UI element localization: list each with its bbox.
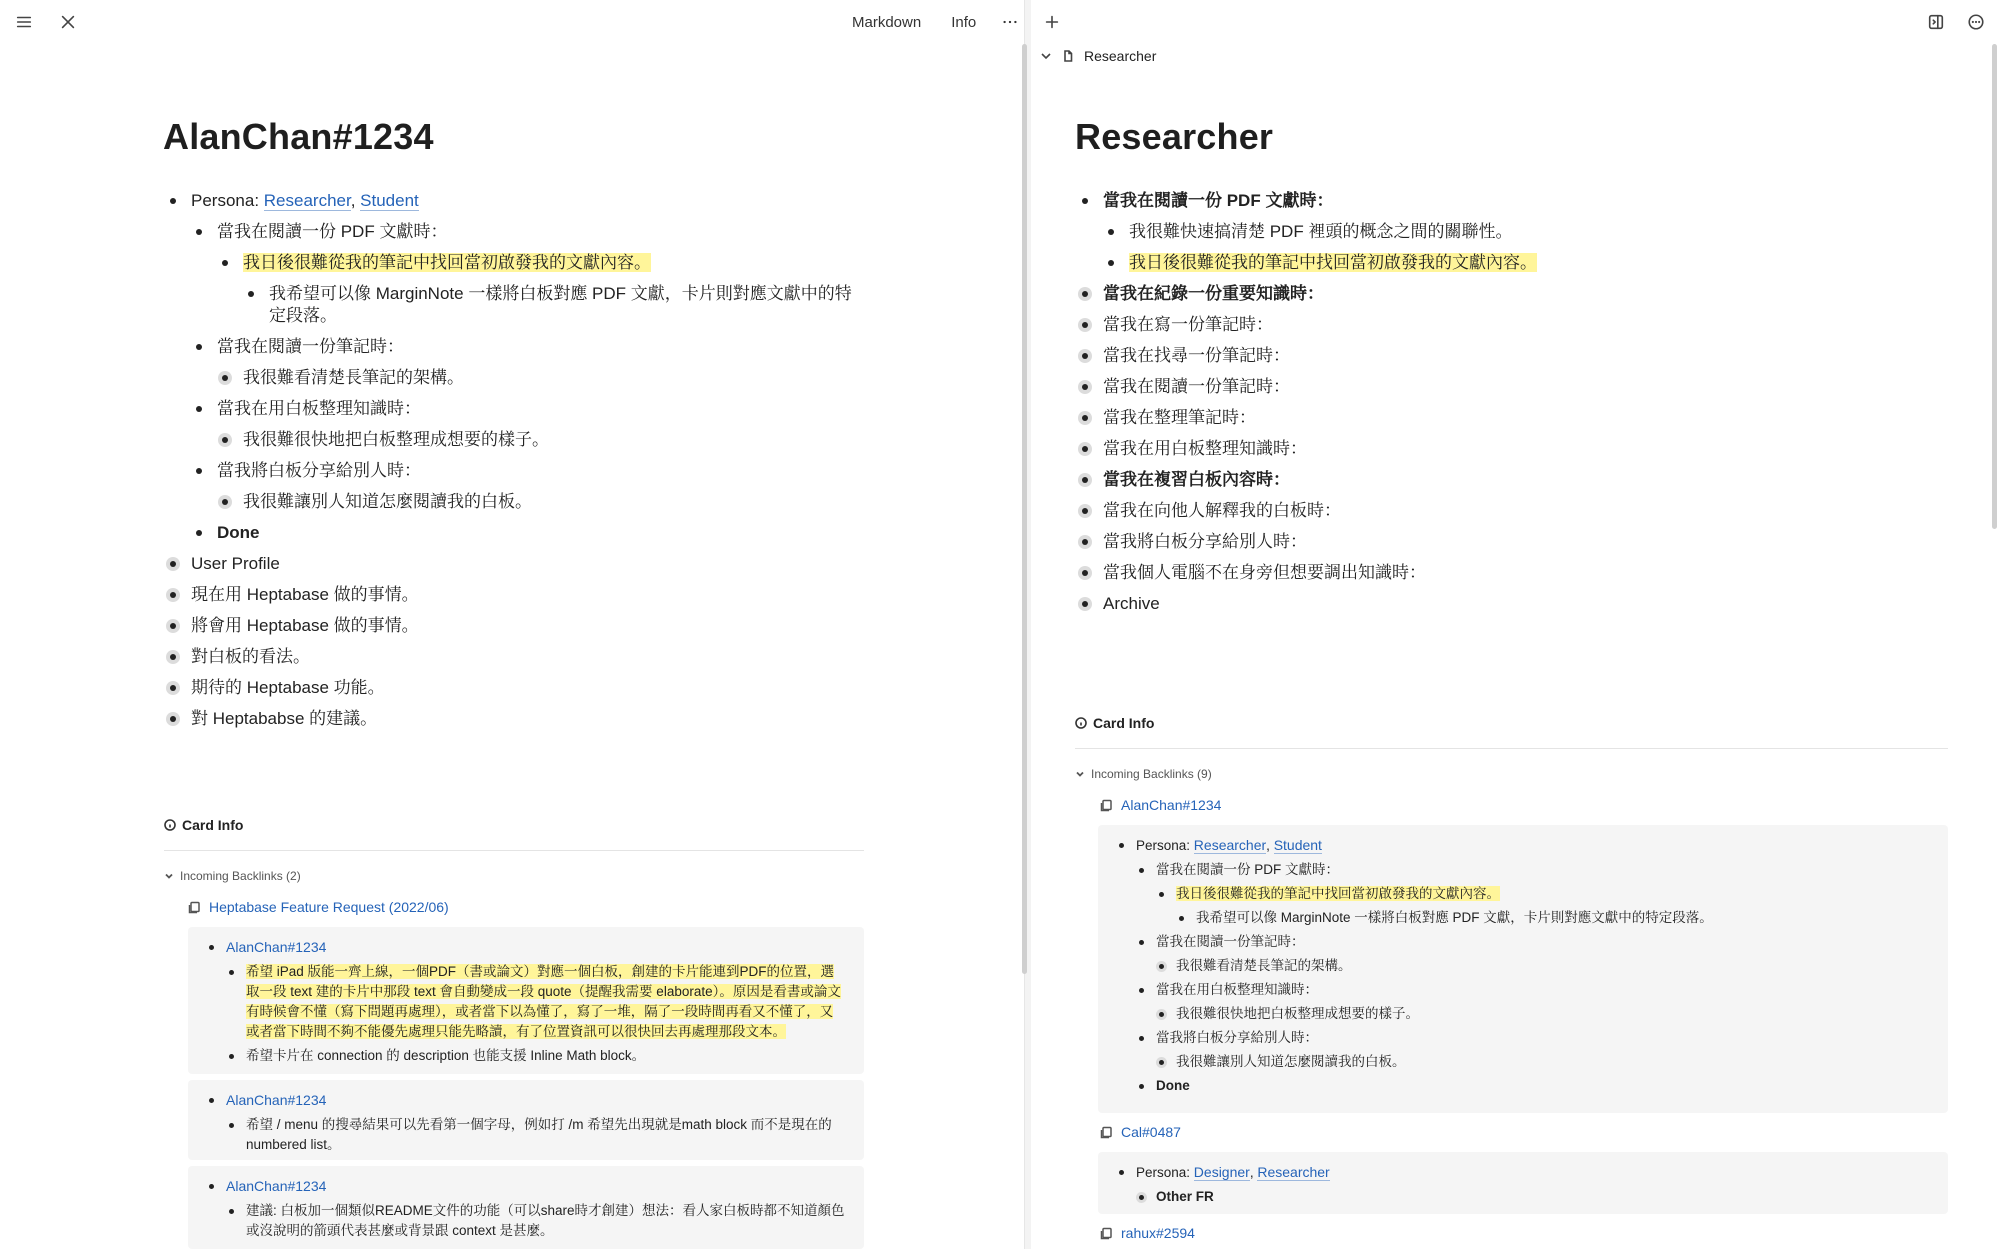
list-item[interactable]: 當我在閱讀一份 PDF 文獻時： <box>191 217 855 248</box>
collapsed-bullet-icon[interactable] <box>217 491 243 513</box>
backlink-card <box>1098 825 1948 1113</box>
right-outline <box>1077 186 1777 620</box>
list-item[interactable]: 當我在寫一份筆記時： <box>1077 310 1777 341</box>
list-item[interactable]: User Profile <box>165 549 855 580</box>
list-item[interactable]: 當我將白板分享給別人時： <box>191 456 855 487</box>
bullet-icon[interactable] <box>191 522 217 544</box>
list-item[interactable]: 建議: 白板加一個類似README文件的功能（可以share時才創建）想法：看人家白板時都不知道顏色或沒說明的箭頭代表甚麼或背景跟 context 是甚麼。 <box>226 1199 846 1243</box>
list-item[interactable] <box>206 935 846 960</box>
right-incoming-backlinks-toggle[interactable]: Incoming Backlinks (9) <box>1075 767 1212 781</box>
highlight-text: 希望 iPad 版能一齊上線，一個PDF（書或論文）對應一個白板，創建的卡片能連到PDF的位置，選取一段 text 建的卡片中那段 text 會自動變成一段 quote（提醒我需要 elaborate）。原因是看書或論文有時候會不懂（寫下問題再處理），或者當下以為懂了，寫了一堆，隔了一段時間再看又不懂了，又或者當下時間不夠不能優先處理只能先略讀，有了位置資訊可以很快回去再處理那段文本。 <box>246 964 841 1039</box>
collapsed-bullet-icon[interactable] <box>1077 438 1103 460</box>
collapsed-bullet-icon[interactable] <box>165 615 191 637</box>
highlight-text: 我日後很難從我的筆記中找回當初啟發我的文獻內容。 <box>1176 886 1500 901</box>
list-item[interactable]: 我很難讓別人知道怎麼閱讀我的白板。 <box>217 487 855 518</box>
info-button[interactable]: Info <box>951 13 977 31</box>
bullet-icon[interactable] <box>1103 221 1129 243</box>
list-item[interactable]: 當我在閱讀一份 PDF 文獻時： <box>1136 858 1930 882</box>
collapsed-bullet-icon[interactable] <box>1077 562 1103 584</box>
card-link[interactable]: AlanChan#1234 <box>226 1092 327 1108</box>
left-scrollbar[interactable] <box>1022 44 1027 974</box>
bullet-icon[interactable] <box>191 336 217 358</box>
right-card-info-header: Card Info <box>1075 715 1154 731</box>
list-item[interactable] <box>1156 882 1930 906</box>
collapsed-bullet-icon[interactable] <box>1077 500 1103 522</box>
list-item[interactable]: 對 Heptababse 的建議。 <box>165 704 855 735</box>
divider <box>164 850 864 851</box>
plus-icon[interactable] <box>1036 6 1068 38</box>
list-item[interactable]: 希望 / menu 的搜尋結果可以先看第一個字母，例如打 /m 希望先出現就是math block 而不是現在的 numbered list。 <box>226 1113 846 1157</box>
list-item[interactable] <box>1103 248 1777 279</box>
card-icon <box>188 901 201 914</box>
collapsed-bullet-icon[interactable] <box>1077 283 1103 305</box>
list-item[interactable] <box>206 1174 846 1199</box>
list-item[interactable] <box>226 960 846 1044</box>
card-info-header: Card Info <box>164 817 243 833</box>
list-item[interactable]: 我很難很快地把白板整理成想要的樣子。 <box>217 425 855 456</box>
info-icon <box>1075 717 1087 729</box>
list-item[interactable]: Persona: Designer, Researcher <box>1116 1160 1930 1185</box>
info-icon <box>164 819 176 831</box>
right-toolbar-right <box>1920 0 1992 44</box>
collapsed-bullet-icon[interactable] <box>165 677 191 699</box>
bullet-icon[interactable] <box>206 1176 226 1196</box>
bullet-icon[interactable] <box>1136 860 1156 880</box>
bullet-icon[interactable] <box>1136 980 1156 1000</box>
bullet-icon[interactable] <box>1116 835 1136 855</box>
card-link[interactable]: AlanChan#1234 <box>226 1178 327 1194</box>
backlink-card <box>188 1080 864 1160</box>
persona-link-designer[interactable]: Designer <box>1193 1164 1250 1180</box>
backlink-card <box>1098 1152 1948 1214</box>
list-item[interactable]: 當我在紀錄一份重要知識時： <box>1077 279 1777 310</box>
list-item[interactable]: 當我在向他人解釋我的白板時： <box>1077 496 1777 527</box>
list-item[interactable]: Persona: Researcher, Student <box>1116 833 1930 858</box>
incoming-backlinks-toggle[interactable]: Incoming Backlinks (2) <box>164 869 301 883</box>
collapsed-bullet-icon[interactable] <box>1077 531 1103 553</box>
highlight-text: 我日後很難從我的筆記中找回當初啟發我的文獻內容。 <box>1129 253 1537 272</box>
bullet-icon[interactable] <box>206 937 226 957</box>
collapsed-bullet-icon[interactable] <box>217 367 243 389</box>
highlight-text: 我日後很難從我的筆記中找回當初啟發我的文獻內容。 <box>243 253 651 272</box>
chevron-down-icon <box>164 871 174 881</box>
bullet-icon[interactable] <box>1176 908 1196 928</box>
card-icon <box>1100 1126 1113 1139</box>
list-item[interactable]: 我很難看清楚長筆記的架構。 <box>217 363 855 394</box>
list-item[interactable]: 當我在複習白板內容時： <box>1077 465 1777 496</box>
collapsed-bullet-icon[interactable] <box>1077 593 1103 615</box>
right-page-title: Researcher <box>1075 116 1274 157</box>
bullet-icon[interactable] <box>165 190 191 212</box>
bullet-icon[interactable] <box>217 252 243 274</box>
card-link[interactable]: AlanChan#1234 <box>226 939 327 955</box>
collapsed-bullet-icon[interactable] <box>1077 314 1103 336</box>
list-item[interactable]: Other FR <box>1136 1185 1930 1209</box>
bullet-icon[interactable] <box>243 283 269 305</box>
collapsed-bullet-icon[interactable] <box>165 708 191 730</box>
list-item[interactable]: 當我在用白板整理知識時： <box>1077 434 1777 465</box>
list-item[interactable]: 將會用 Heptabase 做的事情。 <box>165 611 855 642</box>
list-item[interactable]: 希望卡片在 connection 的 description 也能支援 Inline Math block。 <box>226 1044 846 1068</box>
bullet-icon[interactable] <box>1116 1162 1136 1182</box>
right-scrollbar[interactable] <box>1992 44 1997 529</box>
list-item[interactable]: 對白板的看法。 <box>165 642 855 673</box>
collapsed-bullet-icon[interactable] <box>1156 1004 1176 1024</box>
backlink-card-title[interactable]: AlanChan#1234 <box>1100 797 1221 813</box>
bullet-icon[interactable] <box>1103 252 1129 274</box>
bullet-icon[interactable] <box>226 962 246 982</box>
list-item[interactable] <box>206 1088 846 1113</box>
list-item[interactable]: 我希望可以像 MarginNote 一樣將白板對應 PDF 文獻，卡片則對應文獻中的特定段落。 <box>243 279 855 332</box>
collapsed-bullet-icon[interactable] <box>165 646 191 668</box>
list-item[interactable]: 我很難快速搞清楚 PDF 裡頭的概念之間的關聯性。 <box>1103 217 1777 248</box>
divider <box>1075 748 1948 749</box>
chevron-down-icon[interactable] <box>1040 50 1052 62</box>
document-icon <box>1062 50 1074 62</box>
collapsed-bullet-icon[interactable] <box>1156 1052 1176 1072</box>
collapsed-bullet-icon[interactable] <box>1136 1187 1156 1207</box>
list-item[interactable]: 我很難很快地把白板整理成想要的樣子。 <box>1156 1002 1930 1026</box>
backlink-card-title[interactable]: Cal#0487 <box>1100 1124 1181 1140</box>
menu-icon[interactable] <box>8 6 40 38</box>
backlink-card-title[interactable]: rahux#2594 <box>1100 1225 1195 1241</box>
collapsed-bullet-icon[interactable] <box>1077 376 1103 398</box>
persona-link-student[interactable]: Student <box>360 191 419 210</box>
markdown-button[interactable]: Markdown <box>852 13 922 31</box>
bullet-icon[interactable] <box>206 1090 226 1110</box>
list-item[interactable]: 當我將白板分享給別人時： <box>1136 1026 1930 1050</box>
sidebar-toggle-icon[interactable] <box>1920 6 1952 38</box>
list-item[interactable]: Persona: Researcher, Student <box>165 186 855 217</box>
list-item[interactable]: 當我在整理筆記時： <box>1077 403 1777 434</box>
bullet-icon[interactable] <box>226 1201 246 1221</box>
collapsed-bullet-icon[interactable] <box>1077 407 1103 429</box>
left-toolbar-right <box>852 0 1024 44</box>
bullet-icon[interactable] <box>1077 190 1103 212</box>
list-item[interactable]: 我希望可以像 MarginNote 一樣將白板對應 PDF 文獻，卡片則對應文獻中的特定段落。 <box>1176 906 1930 930</box>
list-item[interactable]: 現在用 Heptabase 做的事情。 <box>165 580 855 611</box>
collapsed-bullet-icon[interactable] <box>165 553 191 575</box>
page-title: AlanChan#1234 <box>163 116 434 157</box>
more-circle-icon[interactable] <box>1960 6 1992 38</box>
bullet-icon[interactable] <box>1156 884 1176 904</box>
more-icon[interactable] <box>994 6 1024 38</box>
bullet-icon[interactable] <box>191 221 217 243</box>
bullet-icon[interactable] <box>1136 932 1156 952</box>
list-item[interactable]: 當我在閱讀一份筆記時： <box>1077 372 1777 403</box>
bullet-icon[interactable] <box>191 398 217 420</box>
bullet-icon[interactable] <box>226 1115 246 1135</box>
left-toolbar <box>8 0 84 44</box>
list-item[interactable]: 當我在閱讀一份 PDF 文獻時： <box>1077 186 1777 217</box>
collapsed-bullet-icon[interactable] <box>1156 956 1176 976</box>
persona-link-researcher[interactable]: Researcher <box>1257 1164 1330 1180</box>
list-item[interactable]: 我很難看清楚長筆記的架構。 <box>1156 954 1930 978</box>
collapsed-bullet-icon[interactable] <box>217 429 243 451</box>
collapsed-bullet-icon[interactable] <box>1077 469 1103 491</box>
close-icon[interactable] <box>52 6 84 38</box>
card-icon <box>1100 799 1113 812</box>
list-item[interactable]: 當我將白板分享給別人時： <box>1077 527 1777 558</box>
bullet-icon[interactable] <box>1136 1028 1156 1048</box>
backlink-whiteboard[interactable] <box>188 899 449 915</box>
right-toolbar <box>1036 0 1068 44</box>
list-item[interactable]: 當我在用白板整理知識時： <box>191 394 855 425</box>
collapsed-bullet-icon[interactable] <box>165 584 191 606</box>
list-item[interactable]: 當我在閱讀一份筆記時： <box>1136 930 1930 954</box>
chevron-down-icon <box>1075 769 1085 779</box>
list-item[interactable]: 我很難讓別人知道怎麼閱讀我的白板。 <box>1156 1050 1930 1074</box>
list-item[interactable]: 期待的 Heptabase 功能。 <box>165 673 855 704</box>
backlink-title[interactable]: Heptabase Feature Request (2022/06) <box>209 899 449 915</box>
collapsed-bullet-icon[interactable] <box>1077 345 1103 367</box>
list-item[interactable]: Done <box>191 518 855 549</box>
persona-link-student[interactable]: Student <box>1273 837 1322 853</box>
card-icon <box>1100 1227 1113 1240</box>
persona-link-researcher[interactable]: Researcher <box>263 191 351 210</box>
list-item[interactable] <box>217 248 855 279</box>
breadcrumb: Researcher <box>1040 48 1156 64</box>
list-item[interactable]: 當我在閱讀一份筆記時： <box>191 332 855 363</box>
list-item[interactable]: Done <box>1136 1074 1930 1098</box>
backlink-card <box>188 927 864 1074</box>
backlink-card <box>188 1166 864 1249</box>
left-outline <box>165 186 855 735</box>
bullet-icon[interactable] <box>1136 1076 1156 1096</box>
bullet-icon[interactable] <box>226 1046 246 1066</box>
list-item[interactable]: 當我在找尋一份筆記時： <box>1077 341 1777 372</box>
persona-link-researcher[interactable]: Researcher <box>1193 837 1267 853</box>
list-item[interactable]: 當我個人電腦不在身旁但想要調出知識時： <box>1077 558 1777 589</box>
list-item[interactable]: 當我在用白板整理知識時： <box>1136 978 1930 1002</box>
bullet-icon[interactable] <box>191 460 217 482</box>
list-item[interactable]: Archive <box>1077 589 1777 620</box>
